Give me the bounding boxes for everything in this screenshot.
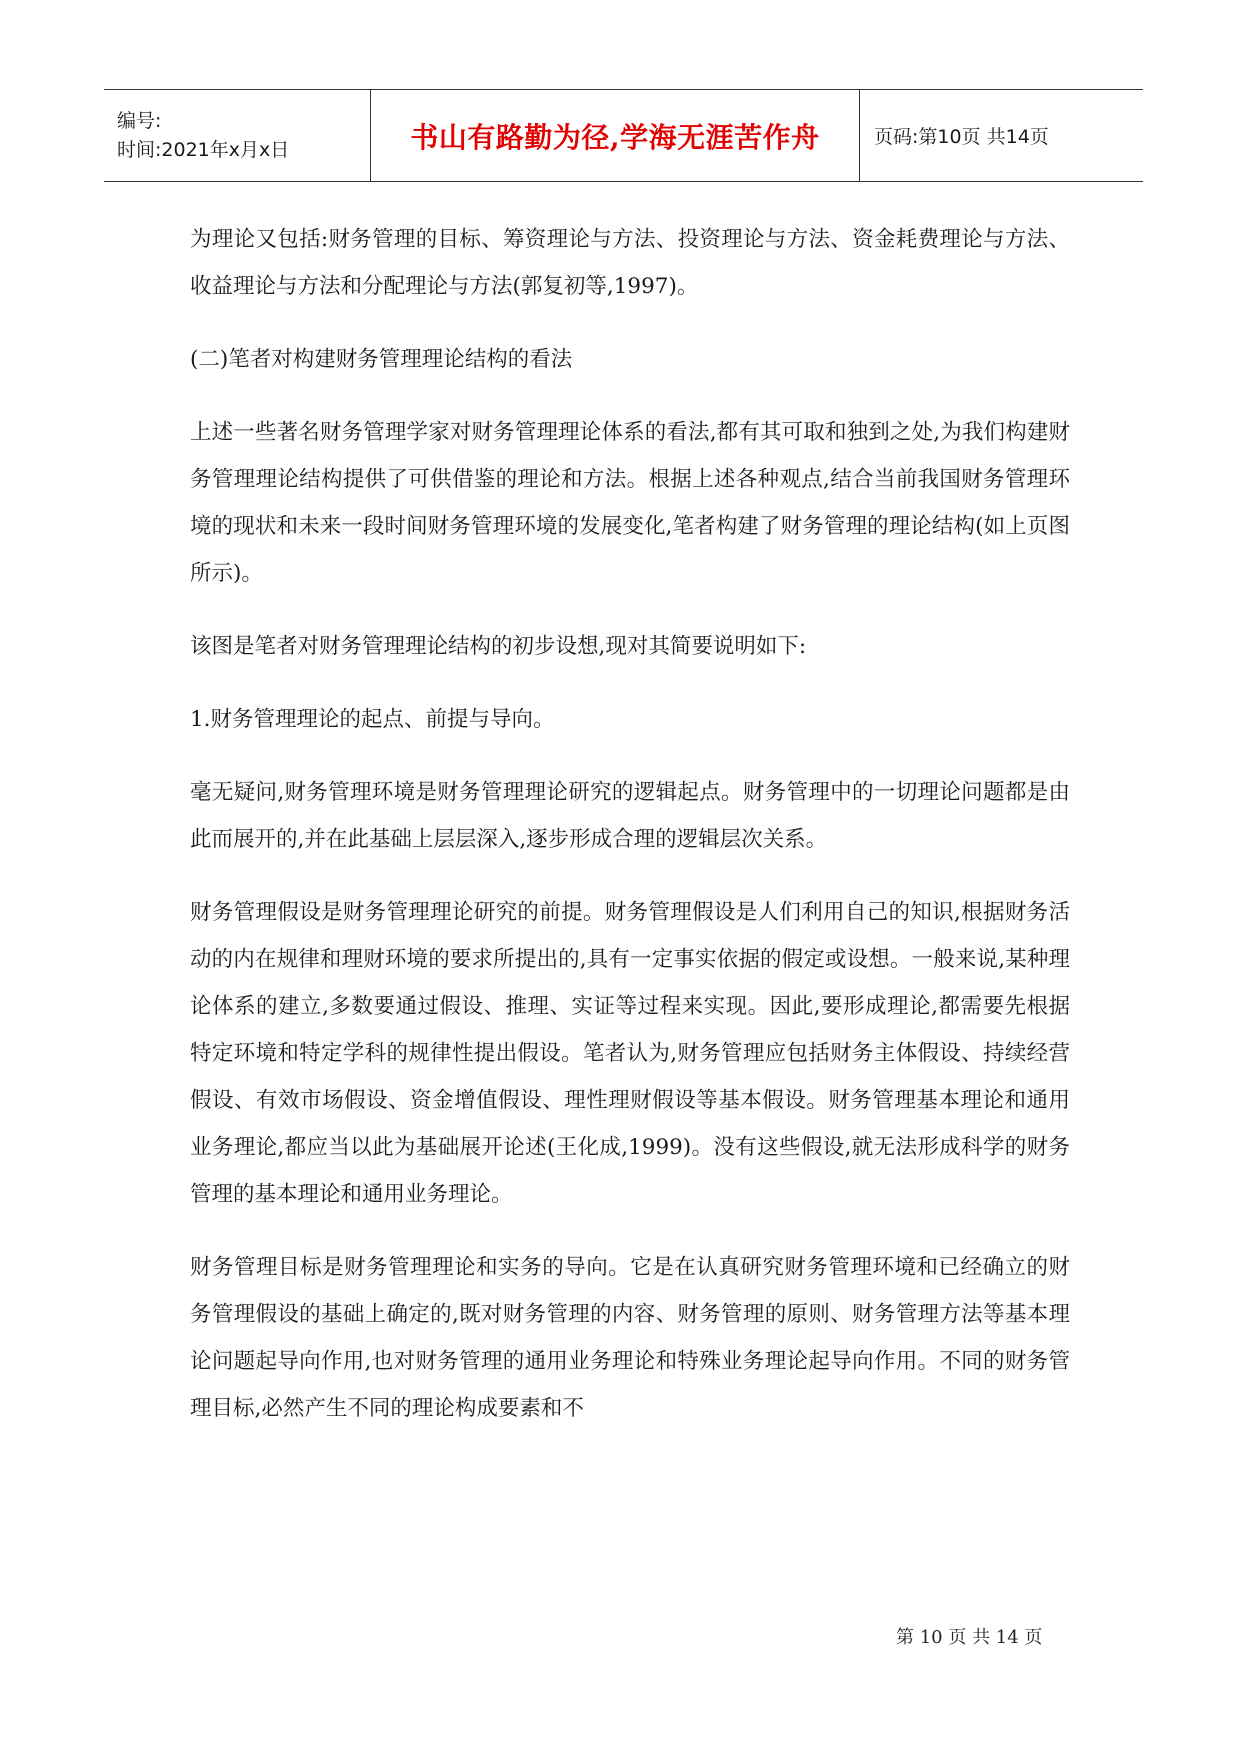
paragraph: 上述一些著名财务管理学家对财务管理理论体系的看法,都有其可取和独到之处,为我们构建财务管理理论结构提供了可供借鉴的理论和方法。根据上述各种观点,结合当前我国财务管理环境的现状和未来一段时间财务管理环境的发展变化,笔者构建了财务管理的理论结构(如上页图所示)。 (190, 420, 1070, 586)
paragraph: 该图是笔者对财务管理理论结构的初步设想,现对其简要说明如下: (190, 634, 807, 659)
paragraph: 毫无疑问,财务管理环境是财务管理理论研究的逻辑起点。财务管理中的一切理论问题都是由此而展开的,并在此基础上层层深入,逐步形成合理的逻辑层次关系。 (190, 780, 1070, 852)
document-body (190, 216, 1070, 1458)
subsection-heading: 1.财务管理理论的起点、前提与导向。 (190, 707, 555, 732)
page-header (104, 89, 1143, 182)
paragraph: 财务管理假设是财务管理理论研究的前提。财务管理假设是人们利用自己的知识,根据财务活动的内在规律和理财环境的要求所提出的,具有一定事实依据的假定或设想。一般来说,某种理论体系的建立,多数要通过假设、推理、实证等过程来实现。因此,要形成理论,都需要先根据特定环境和特定学科的规律性提出假设。笔者认为,财务管理应包括财务主体假设、持续经营假设、有效市场假设、资金增值假设、理性理财假设等基本假设。财务管理基本理论和通用业务理论,都应当以此为基础展开论述(王化成,1999)。没有这些假设,就无法形成科学的财务管理的基本理论和通用业务理论。 (190, 900, 1070, 1207)
header-motto: 书山有路勤为径,学海无涯苦作舟 (370, 90, 860, 181)
page-footer: 第 10 页 共 14 页 (896, 1627, 1043, 1648)
document-time-label: 时间:2021年x月x日 (117, 138, 290, 161)
document-number-label: 编号: (117, 109, 162, 132)
section-heading: (二)笔者对构建财务管理理论结构的看法 (190, 347, 573, 372)
paragraph: 财务管理目标是财务管理理论和实务的导向。它是在认真研究财务管理环境和已经确立的财务管理假设的基础上确定的,既对财务管理的内容、财务管理的原则、财务管理方法等基本理论问题起导向作用,也对财务管理的通用业务理论和特殊业务理论起导向作用。不同的财务管理目标,必然产生不同的理论构成要素和不 (190, 1255, 1070, 1421)
paragraph: 为理论又包括:财务管理的目标、筹资理论与方法、投资理论与方法、资金耗费理论与方法、收益理论与方法和分配理论与方法(郭复初等,1997)。 (190, 227, 1070, 299)
header-page-number: 页码:第10页 共14页 (874, 126, 1049, 148)
header-meta (104, 90, 370, 181)
